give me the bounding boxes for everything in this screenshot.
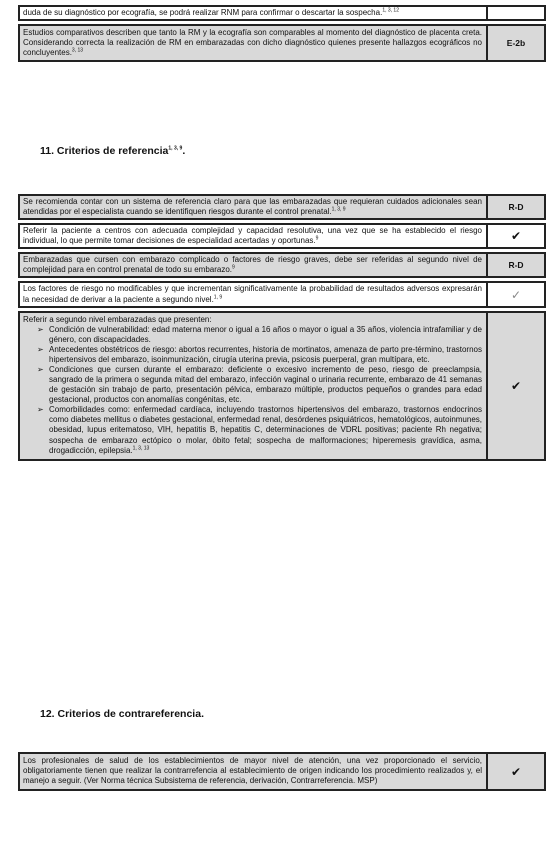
table-row <box>18 24 546 62</box>
section-12-heading: 12. Criterios de contrareferencia. <box>40 708 204 720</box>
criteria-intro: Referir a segundo nivel embarazadas que presenten: <box>23 314 212 324</box>
recommendation-text: Los profesionales de salud de los establecimientos de mayor nivel de atención, una vez proporcionado el servicio, obligatoriamente tienen que realizar la contrarrefencia al establecimiento de origen indicando los procedimiento realizados y, el manejo a seguir. (Ver Norma técnica Subsistema de referencia, derivación, Contrarreferencia. MSP) <box>20 754 488 789</box>
list-item: ➢ Comorbilidades como: enfermedad cardíaca, incluyendo trastornos hipertensivos del embarazo, trastornos endocrinos como diabetes mellitus o diabetes gestacional, enfermedad renal, desórdenes psiquiátricos, hematológicos, autoinmunes, obesidad, lupus eritematoso, VIH, hepatitis B, hepatitis C, determinaciones de VDRL positivas; paciente Rh negativa; sospecha de embarazo ectópico o molar, óbito fetal; sospecha de malformaciones; hiperemesis gravídica, asma, drogadicción, epilepsia.$^{1, 3, 13}$ <box>37 405 482 455</box>
recommendation-grade: R-D <box>508 260 524 271</box>
grade-cell <box>488 7 544 19</box>
recommendation-text: Los factores de riesgo no modificables y que incrementan significativamente la probabilidad de resultados adversos expresarán la necesidad de derivar a la paciente a segundo nivel.$^{1, 9}$ <box>20 283 488 305</box>
list-item: ➢ Antecedentes obstétricos de riesgo: abortos recurrentes, historia de mortinatos, amenaza de parto pre-término, trastornos hipertensivos del embarazo, isoinmunización, cirugía uterina previa, psicosis puerperal, gran multípara, etc. <box>37 345 482 365</box>
table-row <box>18 252 546 278</box>
table-row <box>18 281 546 307</box>
table-counter-referral <box>18 752 546 791</box>
criteria-items <box>23 325 482 456</box>
table-row <box>18 752 546 791</box>
table-row <box>18 194 546 220</box>
checkmark-icon: ✔ <box>510 229 522 244</box>
table-top <box>18 5 546 65</box>
recommendation-grade: R-D <box>508 202 524 213</box>
checkmark-icon: ✓ <box>510 287 522 302</box>
table-row <box>18 5 546 21</box>
recommendation-text: Embarazadas que cursen con embarazo complicado o factores de riesgo graves, debe ser referidas al segundo nivel de complejidad para en control prenatal de todo su embarazo.$^9$ <box>20 254 488 276</box>
recommendation-text: Referir la paciente a centros con adecuada complejidad y capacidad resolutiva, una vez que se ha establecido el riesgo individual, lo que permite tomar decisiones de especialidad acertadas y oportunas.$^9$ <box>20 225 488 247</box>
section-11-heading: 11. Criterios de referencia$^{1, 3, 9}$. <box>40 145 186 157</box>
list-item: ➢ Condiciones que cursen durante el embarazo: deficiente o excesivo incremento de peso, riesgo de preeclampsia, sangrado de la primera o segunda mitad del embarazo, infección vaginal o urinaria recurrente, embarazo de 41 semanas de gestación sin trabajo de parto, presentación pélvica, embarazo múltiple, productos pequeños o grandes para edad gestacional, productos con anomalías congénitas, etc. <box>37 365 482 405</box>
table-row-criteria <box>18 311 546 461</box>
checkmark-icon: ✔ <box>510 764 522 779</box>
recommendation-text: Se recomienda contar con un sistema de referencia claro para que las embarazadas que requieran cuidados adicionales sean atendidas por el especialista cuando se identifiquen riesgos durante el control prenatal.$^{1, 3, 9}$ <box>20 196 488 218</box>
recommendation-text: duda de su diagnóstico por ecografía, se podrá realizar RNM para confirmar o descartar la sospecha.$^{1, 3, 12}$ <box>20 7 488 19</box>
checkmark-icon: ✔ <box>510 378 522 393</box>
recommendation-text: Estudios comparativos describen que tanto la RM y la ecografía son comparables al momento del diagnóstico de placenta creta. Considerando correcta la realización de RM en embarazadas con dicho diagnóstico quienes presente hallazgos ecográficos no concluyentes.$^{3, 13}$ <box>20 26 488 60</box>
evidence-grade: E-2b <box>506 38 526 49</box>
table-row <box>18 223 546 249</box>
table-referral <box>18 194 546 464</box>
list-item: ➢ Condición de vulnerabilidad: edad materna menor o igual a 16 años o mayor o igual a 35 años, violencia intrafamiliar y de género, con discapacidades. <box>37 325 482 345</box>
criteria-list <box>20 313 488 459</box>
